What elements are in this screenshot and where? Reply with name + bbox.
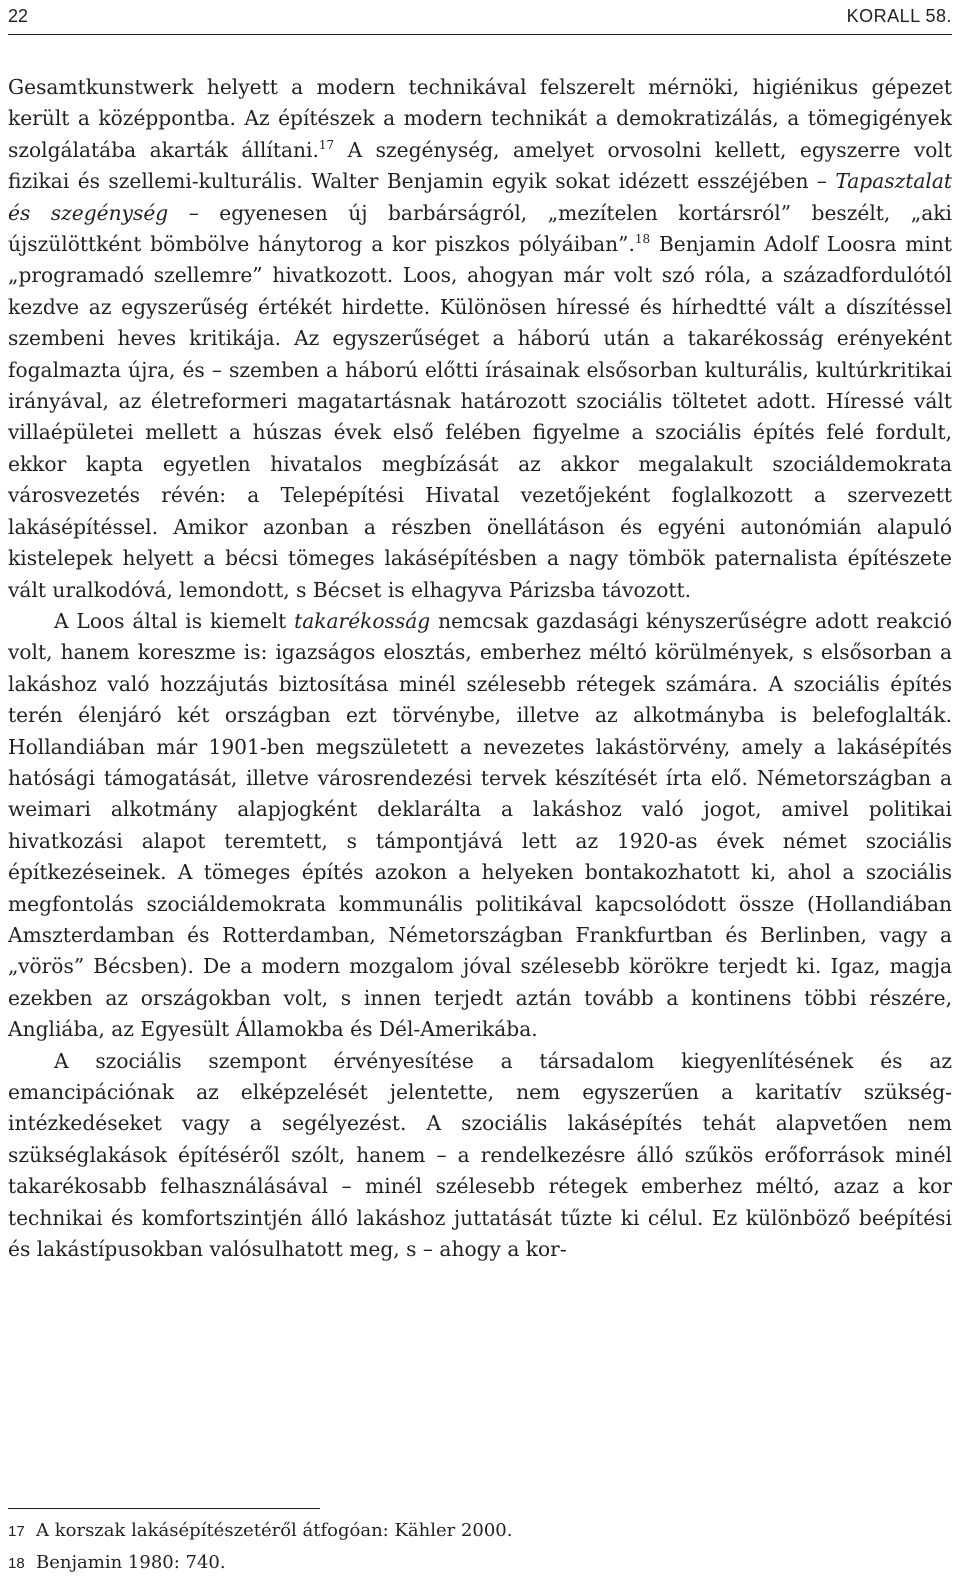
paragraph-text: Gesamtkunstwerk helyett a modern technikával felszerelt mérnöki, higiénikus gépezet került a középpontba. Az építészek a modern technikát a demokratizálás, a tömegigények szolgálatába akarták állítani. (8, 75, 952, 162)
emphasized-text: Tapasztalat és szegénység (8, 169, 952, 225)
footnote-number: 18 (8, 1555, 25, 1572)
paragraph (8, 1046, 952, 1266)
footnotes (8, 1508, 952, 1579)
footnote (8, 1547, 952, 1579)
footnote-number: 17 (8, 1523, 25, 1540)
footnote-reference: 18 (634, 232, 651, 247)
emphasized-text: takarékosság (294, 608, 431, 633)
paragraph-text: Benjamin Adolf Loosra mint „programadó szellemre” hivatkozott. Loos, ahogyan már volt szó róla, a századfordulótól kezdve az egyszerűség értékét hirdette. Különösen híressé és hírhedtté vált a díszítéssel szembeni heves kritikája. Az egyszerűséget a háború után a takarékosság erényeként fogalmazta újra, és – szemben a háború előtti írásainak elsősorban kulturális, kultúrkritikai irányával, az életreformeri magatartásnak határozott szociális töltetet adott. Híressé vált villaépületei mellett a húszas évek első felében figyelme a szociális építés felé fordult, ekkor kapta egyetlen hivatalos megbízását az akkor megalakult szociáldemokrata városvezetés révén: a Telepépítési Hivatal vezetőjeként foglalkozott a szervezett lakásépítéssel. Amikor azonban a részben önellátáson és egyéni autonómián alapuló kistelepek helyett a bécsi tömeges lakásépítésben a nagy tömbök paternalista építészete vált uralkodóvá, lemondott, s Bécset is elhagyva Párizsba távozott. (8, 232, 952, 602)
paragraph-text: – egyenesen új barbárságról, „mezítelen kortársról” beszélt, „aki újszülöttként bömbölve hánytorog a kor piszkos pólyáiban”. (8, 200, 952, 257)
page-number: 22 (8, 6, 29, 26)
footnote-text: Benjamin 1980: 740. (36, 1552, 226, 1573)
paragraph-text: A Loos által is kiemelt (54, 608, 295, 633)
footnote-text: A korszak lakásépítészetéről átfogóan: Kähler 2000. (36, 1520, 513, 1541)
paragraph (8, 606, 952, 1046)
footnote-rule (8, 1508, 320, 1509)
journal-title: KORALL 58. (846, 6, 952, 26)
running-header (8, 0, 952, 35)
paragraph-text: A szegénység, amelyet orvosolni kellett, egyszerre volt fizikai és szellemi-kulturális. Walter Benjamin egyik sokat idézett esszéjében – (8, 137, 952, 194)
footnote-reference: 17 (318, 137, 335, 152)
paragraph-text: A szociális szempont érvényesítése a társadalom kiegyenlítésének és az emancipációnak az elképzelését jelentette, nem egyszerűen a karitatív szükségintézkedéseket vagy a segélyezést. A szociális lakásépítés tehát alapvetően nem szükséglakások építéséről szólt, hanem – a rendelkezésre álló szűkös erőforrások minél takarékosabb felhasználásával – minél szélesebb rétegek emberhez méltó, azaz a kor technikai és komfortszintjén álló lakáshoz juttatását tűzte ki célul. Ez különböző beépítési és lakástípusokban valósulhatott meg, s – ahogy a kor- (8, 1048, 952, 1262)
paragraph (8, 72, 952, 606)
paragraph-text: nemcsak gazdasági kényszerűségre adott reakció volt, hanem koreszme is: igazságos elosztás, emberhez méltó körülmények, s elsősorban a lakáshoz való hozzájutás biztosítása minél szélesebb rétegek számára. A szociális építés terén élenjáró két országban ezt törvénybe, illetve az alkotmányba is belefoglalták. Hollandiában már 1901-ben megszületett a nevezetes lakástörvény, amely a lakásépítés hatósági támogatását, illetve városrendezési tervek készítését írta elő. Németországban a weimari alkotmány alapjogként deklarálta a lakáshoz való jogot, amivel politikai hivatkozási alapot teremtett, s támpontjává lett az 1920-as évek német szociális építkezéseinek. A tömeges építés azokon a helyeken bontakozhatott ki, ahol a szociális megfontolás szociáldemokrata kommunális politikával kapcsolódott össze (Hollandiában Amszterdamban és Rotterdamban, Németországban Frankfurtban és Berlinben, vagy a „vörös” Bécsben). De a modern mozgalom jóval szélesebb körökre terjedt ki. Igaz, magja ezekben az országokban volt, s innen terjedt aztán tovább a kontinens többi részére, Angliába, az Egyesült Államokba és Dél-Amerikába. (8, 608, 952, 1042)
article-body (8, 72, 952, 1265)
footnote (8, 1515, 952, 1547)
